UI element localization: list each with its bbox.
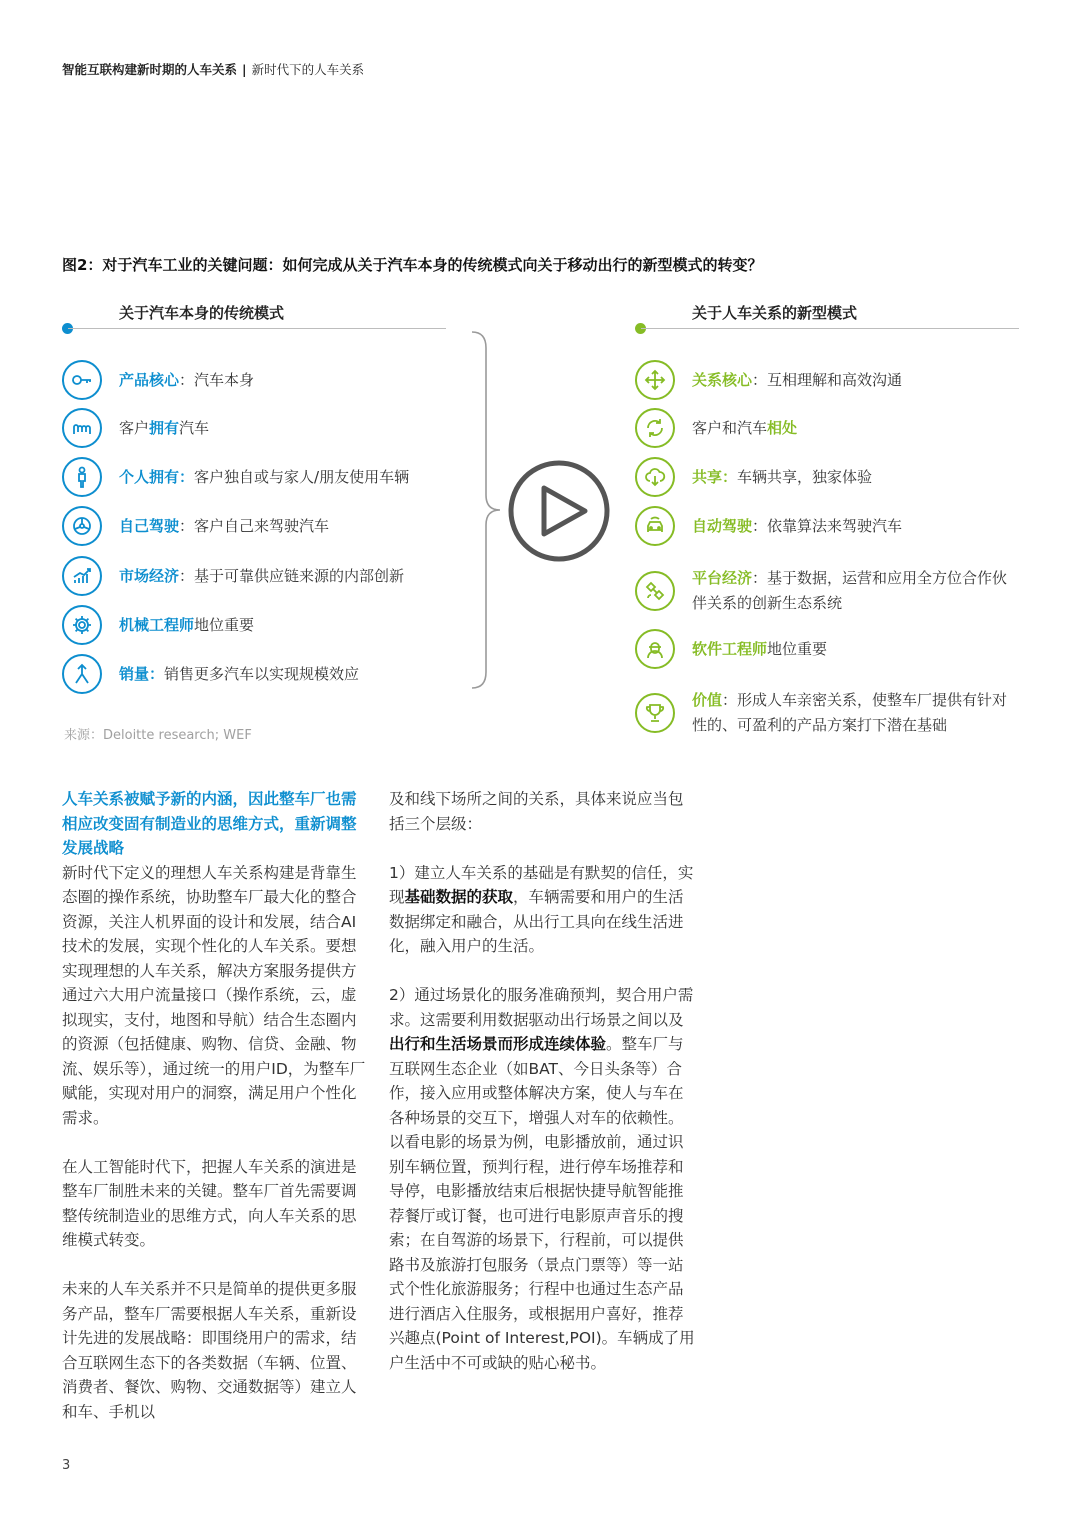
trophy-icon [635, 693, 675, 733]
left-item-label: 客户拥有汽车 [119, 418, 210, 437]
paragraph: 在人工智能时代下，把握人车关系的演进是整车厂制胜未来的关键。整车厂首先需要调整传统制造业的思维方式，向人车关系的思维模式转变。 [62, 1157, 357, 1249]
left-item-label: 个人拥有：客户独自或与家人/朋友使用车辆 [119, 467, 410, 486]
left-item-mechanical-engineer [62, 605, 462, 645]
left-column-heading: 关于汽车本身的传统模式 [119, 304, 285, 322]
body-column-left [62, 787, 368, 1449]
emphasis: 出行和生活场景而形成连续体验 [389, 1035, 607, 1053]
right-item-sharing [635, 457, 1035, 497]
paragraph-level-2: 2）通过场景化的服务准确预判，契合用户需求。这需要利用数据驱动出行场景之间以及出行和生活场景而形成连续体验。整车厂与互联网生态企业（如BAT、今日头条等）合作，接入应用或整体解决方案，使人与车在各种场景的交互下，增强人对车的依赖性。以看电影的场景为例，电影播放前，通过识别车辆位置，预判行程，进行停车场推荐和导停，电影播放结束后根据快捷导航智能推荐餐厅或订餐，也可进行电影原声音乐的搜索；在自驾游的场景下，行程前，可以提供路书及旅游打包服务（景点门票等）等一站式个性化旅游服务；行程中也通过生态产品进行酒店入住服务，或根据用户喜好，推荐兴趣点(Point of Interest,POI)。车辆成了用户生活中不可或缺的贴心秘书。 [389, 986, 695, 1372]
right-item-coexist [635, 408, 1035, 448]
autonomous-car-icon [635, 506, 675, 546]
body-column-right [389, 787, 695, 1400]
left-heading-rule [68, 328, 446, 329]
right-item-platform-economy [635, 566, 1035, 616]
gear-icon [62, 605, 102, 645]
arrow-up-icon [62, 654, 102, 694]
right-item-label: 自动驾驶：依靠算法来驾驶汽车 [692, 516, 903, 535]
move-arrows-icon [635, 360, 675, 400]
play-icon [506, 458, 612, 564]
paragraph-level-1: 1）建立人车关系的基础是有默契的信任，实现基础数据的获取，车辆需要和用户的生活数据绑定和融合，从出行工具向在线生活进化，融入用户的生活。 [389, 863, 694, 955]
left-item-sales-volume [62, 654, 462, 694]
left-item-label: 机械工程师地位重要 [119, 615, 255, 634]
bracket-divider [470, 330, 504, 690]
running-header [62, 60, 364, 78]
left-item-ownership [62, 408, 462, 448]
right-item-value [635, 688, 1035, 738]
right-item-software-engineer [635, 629, 1035, 669]
section-heading: 人车关系被赋予新的内涵，因此整车厂也需相应改变固有制造业的思维方式，重新调整发展战略 [62, 790, 357, 857]
right-item-label: 客户和汽车相处 [692, 418, 798, 437]
right-item-label: 软件工程师地位重要 [692, 639, 828, 658]
refresh-icon [635, 408, 675, 448]
header-title: 智能互联构建新时期的人车关系 [62, 62, 238, 77]
left-item-personal-ownership [62, 457, 462, 497]
header-separator: | [242, 62, 247, 77]
emphasis: 基础数据的获取 [404, 888, 514, 906]
left-item-label: 销量：销售更多汽车以实现规模效应 [119, 664, 360, 683]
header-subtitle: 新时代下的人车关系 [251, 62, 365, 77]
hands-icon [62, 408, 102, 448]
left-item-label: 产品核心：汽车本身 [119, 370, 255, 389]
figure-source: 来源：Deloitte research; WEF [64, 728, 252, 743]
left-item-product-core [62, 360, 462, 400]
right-item-label: 关系核心：互相理解和高效沟通 [692, 370, 903, 389]
right-item-relationship-core [635, 360, 1035, 400]
key-icon [62, 360, 102, 400]
paragraph: 未来的人车关系并不只是简单的提供更多服务产品，整车厂需要根据人车关系，重新设计先进的发展战略：即围绕用户的需求，结合互联网生态下的各类数据（车辆、位置、消费者、餐饮、购物、交通数据等）建立人和车、手机以 [62, 1280, 357, 1421]
left-item-market-economy [62, 556, 462, 596]
paragraph: 新时代下定义的理想人车关系构建是背靠生态圈的操作系统，协助整车厂最大化的整合资源，关注人机界面的设计和发展，结合AI技术的发展，实现个性化的人车关系。要想实现理想的人车关系，解决方案服务提供方通过六大用户流量接口（操作系统，云，虚拟现实，支付，地图和导航）结合生态圈内的资源（包括健康、购物、信贷、金融、物流、娱乐等），通过统一的用户ID，为整车厂赋能，实现对用户的洞察，满足用户个性化需求。 [62, 863, 366, 1127]
left-item-self-driving [62, 506, 462, 546]
person-icon [62, 457, 102, 497]
right-column-heading: 关于人车关系的新型模式 [692, 304, 858, 322]
right-heading-rule [641, 328, 1019, 329]
cloud-share-icon [635, 457, 675, 497]
right-item-label: 平台经济：基于数据，运营和应用全方位合作伙伴关系的创新生态系统 [692, 569, 1008, 612]
engineer-icon [635, 629, 675, 669]
page-number: 3 [62, 1458, 71, 1473]
paragraph: 及和线下场所之间的关系，具体来说应当包括三个层级： [389, 790, 684, 833]
left-item-label: 自己驾驶：客户自己来驾驶汽车 [119, 516, 330, 535]
figure-title: 图2：对于汽车工业的关键问题：如何完成从关于汽车本身的传统模式向关于移动出行的新型模式的转变？ [62, 256, 763, 274]
satellite-icon [635, 571, 675, 611]
right-item-label: 价值：形成人车亲密关系，使整车厂提供有针对性的、可盈利的产品方案打下潜在基础 [692, 691, 1008, 734]
right-item-autonomous-driving [635, 506, 1035, 546]
growth-chart-icon [62, 556, 102, 596]
steering-icon [62, 506, 102, 546]
left-item-label: 市场经济：基于可靠供应链来源的内部创新 [119, 566, 405, 585]
right-item-label: 共享：车辆共享，独家体验 [692, 467, 873, 486]
